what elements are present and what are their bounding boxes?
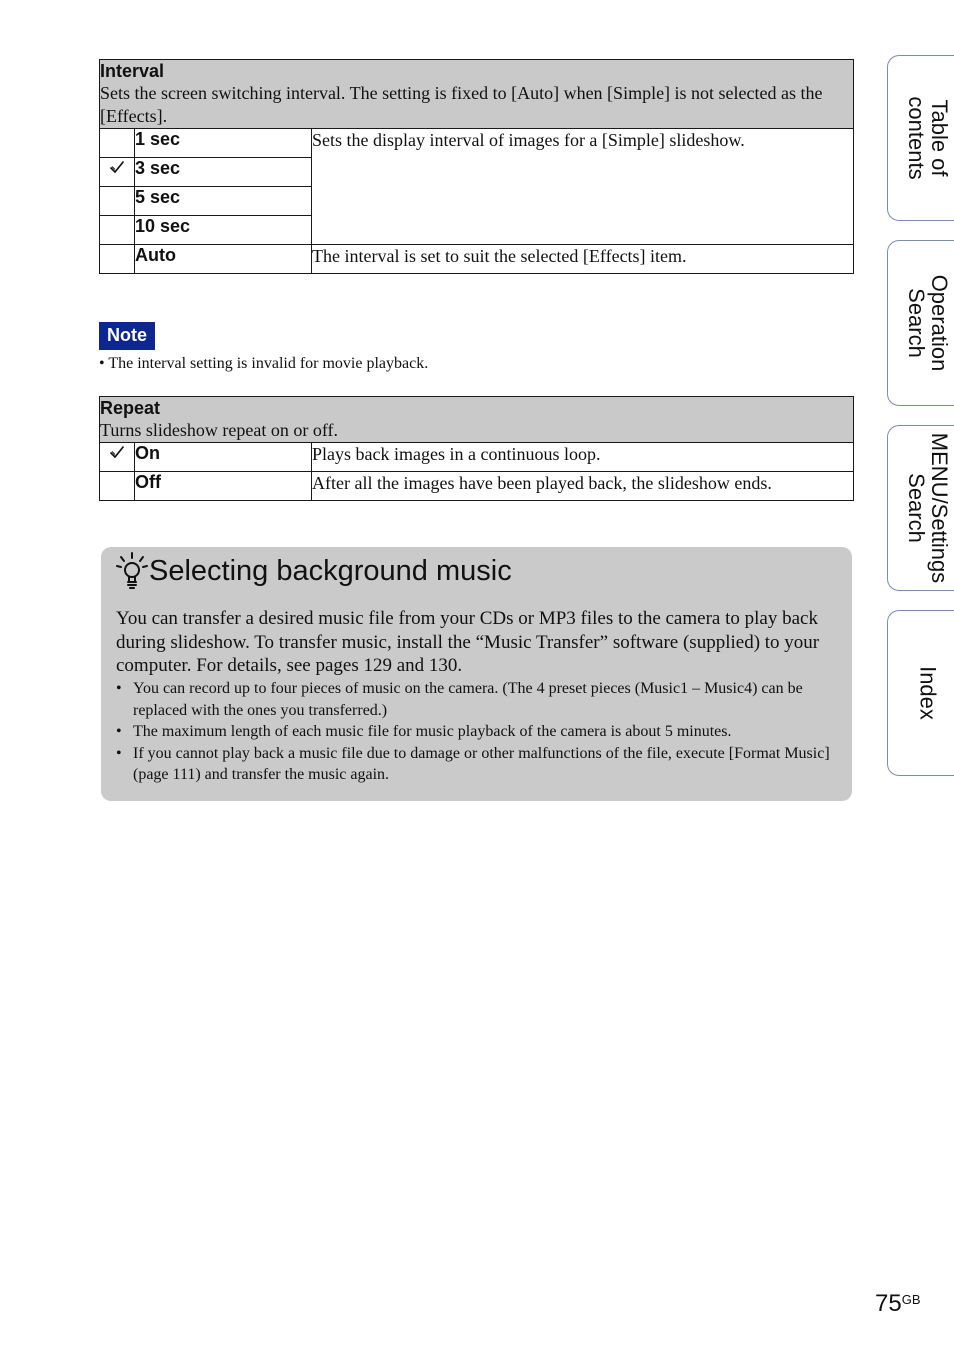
tip-bullet-list bbox=[116, 678, 841, 786]
list-item: • You can record up to four pieces of music on the camera. (The 4 preset pieces (Music1 – Music4) can be replaced with the ones you transferred.) bbox=[116, 678, 841, 721]
interval-table bbox=[99, 59, 854, 274]
list-item: • If you cannot play back a music file due to damage or other malfunctions of the file, execute [Format Music] (page 111) and transfer the music again. bbox=[116, 743, 841, 786]
tip-box bbox=[101, 547, 852, 801]
check-cell bbox=[100, 443, 135, 472]
default-check-icon bbox=[109, 160, 125, 174]
interval-description: Sets the screen switching interval. The setting is fixed to [Auto] when [Simple] is not selected as the [Effects]. bbox=[100, 83, 823, 126]
option-1sec: 1 sec bbox=[135, 129, 312, 158]
option-10sec: 10 sec bbox=[135, 216, 312, 245]
option-on: On bbox=[135, 443, 312, 472]
tab-label: Table of contents bbox=[904, 96, 952, 180]
interval-header bbox=[100, 60, 854, 129]
option-3sec: 3 sec bbox=[135, 158, 312, 187]
tab-label: Operation Search bbox=[904, 274, 952, 372]
tab-index[interactable] bbox=[887, 610, 954, 776]
tip-paragraph: You can transfer a desired music file from your CDs or MP3 files to the camera to play back during slideshow. To transfer music, install the “Music Transfer” software (supplied) to your computer. For details, see pages 129 and 130. bbox=[116, 608, 820, 676]
tab-menu-settings-search[interactable] bbox=[887, 425, 954, 591]
auto-interval-description: The interval is set to suit the selected [Effects] item. bbox=[312, 245, 854, 274]
tab-operation-search[interactable] bbox=[887, 240, 954, 406]
table-row bbox=[100, 443, 854, 472]
check-cell bbox=[100, 129, 135, 158]
option-auto: Auto bbox=[135, 245, 312, 274]
page-number bbox=[875, 1290, 921, 1318]
page-number-suffix: GB bbox=[901, 1292, 921, 1307]
option-5sec: 5 sec bbox=[135, 187, 312, 216]
table-row bbox=[100, 472, 854, 501]
table-row bbox=[100, 245, 854, 274]
check-cell bbox=[100, 216, 135, 245]
check-cell bbox=[100, 245, 135, 274]
check-cell bbox=[100, 187, 135, 216]
simple-interval-description: Sets the display interval of images for a [Simple] slideshow. bbox=[312, 129, 854, 245]
off-description: After all the images have been played back, the slideshow ends. bbox=[312, 472, 854, 501]
table-row bbox=[100, 129, 854, 158]
default-check-icon bbox=[109, 445, 125, 459]
tab-label: MENU/Settings Search bbox=[904, 432, 952, 584]
note-label: Note bbox=[99, 322, 155, 350]
repeat-description: Turns slideshow repeat on or off. bbox=[100, 420, 338, 440]
tab-table-of-contents[interactable] bbox=[887, 55, 954, 221]
check-cell bbox=[100, 158, 135, 187]
list-item: • The maximum length of each music file for music playback of the camera is about 5 minutes. bbox=[116, 721, 841, 743]
note-text: • The interval setting is invalid for movie playback. bbox=[99, 355, 429, 372]
tab-label: Index bbox=[915, 666, 941, 720]
repeat-title: Repeat bbox=[100, 398, 161, 418]
option-off: Off bbox=[135, 472, 312, 501]
check-cell bbox=[100, 472, 135, 501]
repeat-header bbox=[100, 397, 854, 443]
on-description: Plays back images in a continuous loop. bbox=[312, 443, 854, 472]
tip-title: Selecting background music bbox=[149, 555, 512, 587]
page-number-value: 75 bbox=[875, 1290, 902, 1317]
repeat-table bbox=[99, 396, 854, 501]
interval-title: Interval bbox=[100, 61, 165, 81]
lightbulb-icon bbox=[115, 551, 149, 591]
